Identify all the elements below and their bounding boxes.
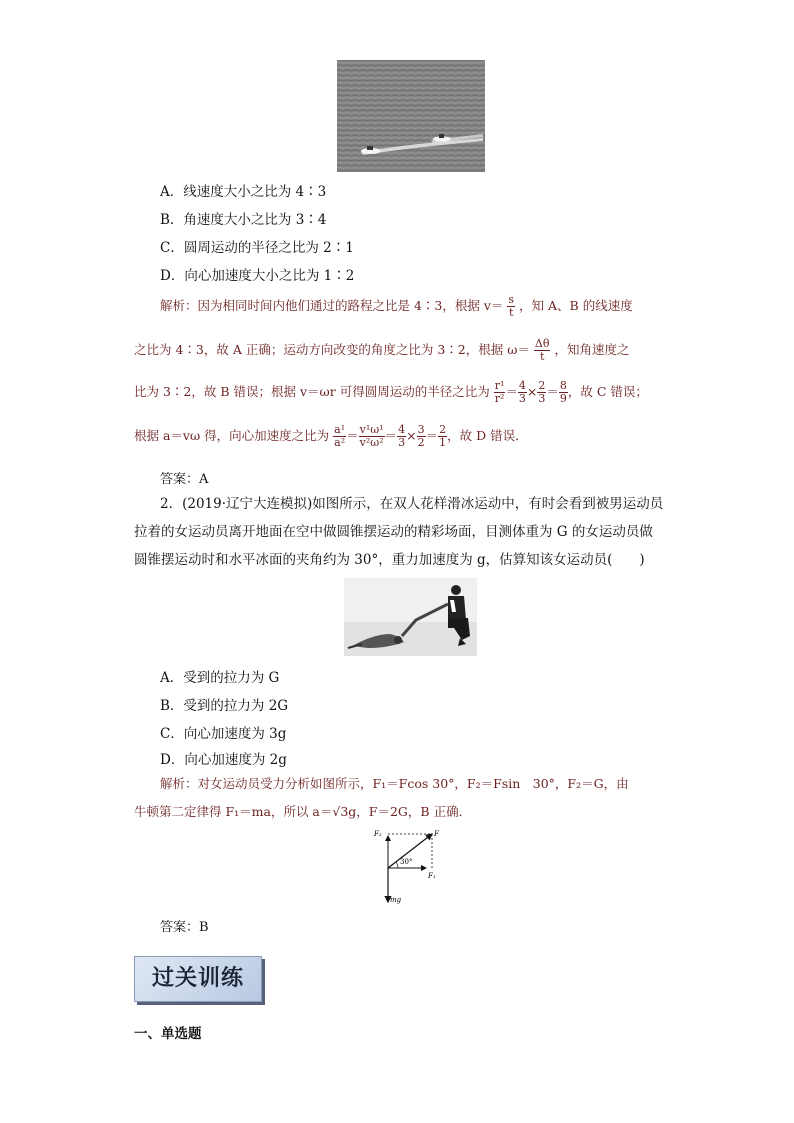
q1-option-b: B．角速度大小之比为 3∶4 [160,212,327,228]
q2-option-d: D．向心加速度为 2g [160,752,287,768]
q1-analysis-line1: 解析：因为相同时间内他们通过的路程之比是 4∶3，根据 v＝ $\frac{s}{t}$ ，知 A、B 的线速度 [160,293,633,319]
q1-answer: 答案：A [160,472,209,487]
q2-option-a: A．受到的拉力为 G [160,670,280,686]
speedboats-photo [337,60,485,172]
force-diagram [370,826,450,906]
q1-option-d: D．向心加速度大小之比为 1∶2 [160,268,355,284]
section-title-box: 过关训练 [134,956,262,1002]
label-f2: F₂ [374,830,382,838]
label-f1: F₁ [428,872,436,880]
figure-skating-photo [344,578,477,656]
q1-analysis-line4: 根据 a＝vω 得，向心加速度之比为 $\frac{\text{a¹}}{\text{a²}}$ ＝ $\frac{\text{v¹ω¹}}{\text{v²ω²}}$ ＝ $\frac{4}{3}$ × $\frac{3}{2}$ ＝ $\frac{2}{1}$ ，故 D 错误． [134,423,528,449]
q2-analysis-line2: 牛顿第二定律得 F₁＝ma，所以 a＝√3g，F＝2G，B 正确． [134,804,472,819]
q2-answer: 答案：B [160,920,209,935]
q1-analysis-line2: 之比为 4∶3，故 A 正确；运动方向改变的角度之比为 3∶2，根据 ω＝ $\frac{\Delta\theta}{t}$ ，知角速度之 [134,337,630,363]
q1-option-a: A．线速度大小之比为 4∶3 [160,184,327,200]
label-mg: mg [390,896,402,904]
q1-analysis-line3: 比为 3∶2，故 B 错误；根据 v＝ωr 可得圆周运动的半径之比为 $\frac{\text{r¹}}{\text{r²}}$ ＝ $\frac{4}{3}$ × $\frac{2}{3}$ ＝ $\frac{8}{9}$ ，故 C 错误； [134,379,648,405]
q2-option-c: C．向心加速度为 3g [160,726,287,742]
q2-stem: 2．(2019·辽宁大连模拟)如图所示，在双人花样滑冰运动中，有时会看到被男运动员拉着的女运动员离开地面在空中做圆锥摆运动的精彩场面，目测体重为 G 的女运动员做圆锥摆运动时和水平冰面的夹角约为 30°，重力加速度为 g，估算知该女运动员( ) [134,496,664,568]
section-subhead: 一、单选题 [134,1026,202,1042]
q1-option-c: C．圆周运动的半径之比为 2∶1 [160,240,354,256]
q2-option-b: B．受到的拉力为 2G [160,698,289,714]
q2-analysis-line1: 解析：对女运动员受力分析如图所示，F₁＝Fcos 30°，F₂＝Fsin 30°，F₂＝G，由 [160,776,629,791]
label-f: F [434,830,439,838]
label-angle: 30° [400,858,413,866]
